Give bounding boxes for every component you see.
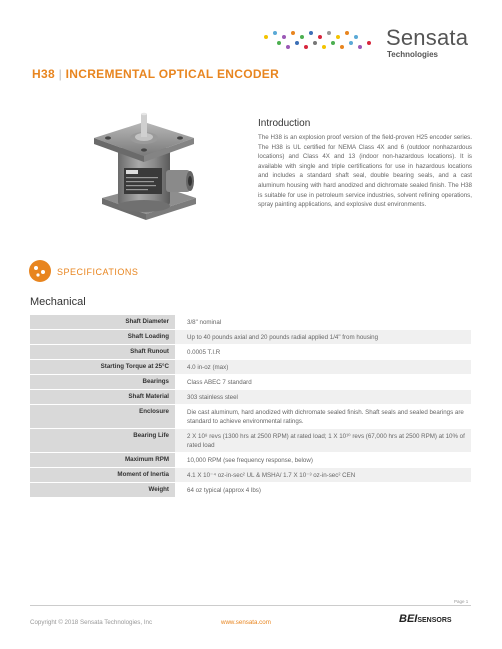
brand-dot (286, 45, 290, 49)
spec-value: 0.0005 T.I.R (175, 345, 471, 360)
spec-key: Moment of Inertia (30, 468, 175, 483)
encoder-product-image (84, 110, 204, 222)
spec-row (30, 315, 471, 330)
brand-dot (313, 41, 317, 45)
spec-key: Shaft Runout (30, 345, 175, 360)
spec-key: Shaft Material (30, 390, 175, 405)
spec-value: 3/8" nominal (175, 315, 471, 330)
brand-dot (291, 31, 295, 35)
title-separator: | (58, 67, 62, 81)
spec-key: Shaft Loading (30, 330, 175, 345)
brand-dot (322, 45, 326, 49)
brand-dot (340, 45, 344, 49)
spec-row (30, 483, 471, 498)
brand-dot (336, 35, 340, 39)
logo-subtitle: Technologies (387, 50, 438, 59)
spec-value: Up to 40 pounds axial and 20 pounds radial applied 1/4" from housing (175, 330, 471, 345)
brand-dot (327, 31, 331, 35)
spec-value: 64 oz typical (approx 4 lbs) (175, 483, 471, 498)
spec-row (30, 453, 471, 468)
brand-dot (300, 35, 304, 39)
page-title (32, 67, 279, 81)
title-name: INCREMENTAL OPTICAL ENCODER (65, 67, 280, 81)
mechanical-heading: Mechanical (30, 296, 86, 308)
website-link[interactable]: www.sensata.com (221, 619, 271, 626)
spec-key: Weight (30, 483, 175, 498)
brand-dot (358, 45, 362, 49)
brand-dot (349, 41, 353, 45)
spec-row (30, 360, 471, 375)
mechanical-spec-table (30, 315, 471, 498)
brand-dot (277, 41, 281, 45)
bei-sensors-logo (399, 613, 452, 625)
spec-row (30, 345, 471, 360)
brand-dots (264, 27, 382, 53)
bei-logo-sensors: SENSORS (417, 617, 452, 624)
spec-key: Shaft Diameter (30, 315, 175, 330)
brand-dot (264, 35, 268, 39)
spec-value: 10,000 RPM (see frequency response, below) (175, 453, 471, 468)
title-model: H38 (32, 67, 55, 81)
spec-key: Starting Torque at 25°C (30, 360, 175, 375)
specifications-icon (28, 259, 52, 283)
spec-value: 303 stainless steel (175, 390, 471, 405)
spec-key: Bearings (30, 375, 175, 390)
spec-key: Enclosure (30, 405, 175, 429)
spec-value: Die cast aluminum, hard anodized with dichromate sealed finish. Shaft seals and sealed bearings are standard to achieve environmental ratings. (175, 405, 471, 429)
spec-key: Maximum RPM (30, 453, 175, 468)
copyright-text: Copyright © 2018 Sensata Technologies, Inc (30, 619, 153, 626)
spec-key: Bearing Life (30, 429, 175, 453)
intro-body: The H38 is an explosion proof version of the field-proven H25 encoder series. The H38 is UL certified for NEMA Class 4X and 6 (outdoor nonhazardous locations) and Class 4X and 13 (indoor non-hazardous locations). It is available with single and triple certifications for use in hazardous locations and includes a standard shaft seal, double bearing seals, and a cast aluminum housing with hard anodized and dichromate sealed finish. The H38 is suitable for use in petroleum service industries, solvent refining operations, spray painting applications, and explosive dust environments. (258, 134, 472, 209)
brand-dot (354, 35, 358, 39)
brand-dot (295, 41, 299, 45)
spec-value: 4.0 in-oz (max) (175, 360, 471, 375)
brand-dot (331, 41, 335, 45)
spec-row (30, 429, 471, 453)
spec-row (30, 330, 471, 345)
spec-row (30, 390, 471, 405)
spec-row (30, 468, 471, 483)
brand-dot (273, 31, 277, 35)
page-number: Page 1 (454, 599, 469, 604)
brand-dot (309, 31, 313, 35)
brand-dot (367, 41, 371, 45)
footer-divider (30, 605, 471, 606)
intro-heading: Introduction (258, 118, 311, 129)
logo-name: Sensata (386, 25, 469, 50)
brand-dot (318, 35, 322, 39)
spec-row (30, 405, 471, 429)
sensata-logo (386, 27, 468, 59)
spec-value: Class ABEC 7 standard (175, 375, 471, 390)
spec-value: 4.1 X 10⁻⁴ oz-in-sec² UL & MSHA/ 1.7 X 10⁻³ oz-in-sec² CEN (175, 468, 471, 483)
spec-value: 2 X 10⁸ revs (1300 hrs at 2500 RPM) at rated load; 1 X 10¹⁰ revs (67,000 hrs at 2500 RPM) at 10% of rated load (175, 429, 471, 453)
specifications-label: SPECIFICATIONS (57, 267, 139, 277)
brand-dot (282, 35, 286, 39)
brand-dot (345, 31, 349, 35)
bei-logo-text: BEI (399, 613, 418, 625)
spec-row (30, 375, 471, 390)
brand-dot (304, 45, 308, 49)
